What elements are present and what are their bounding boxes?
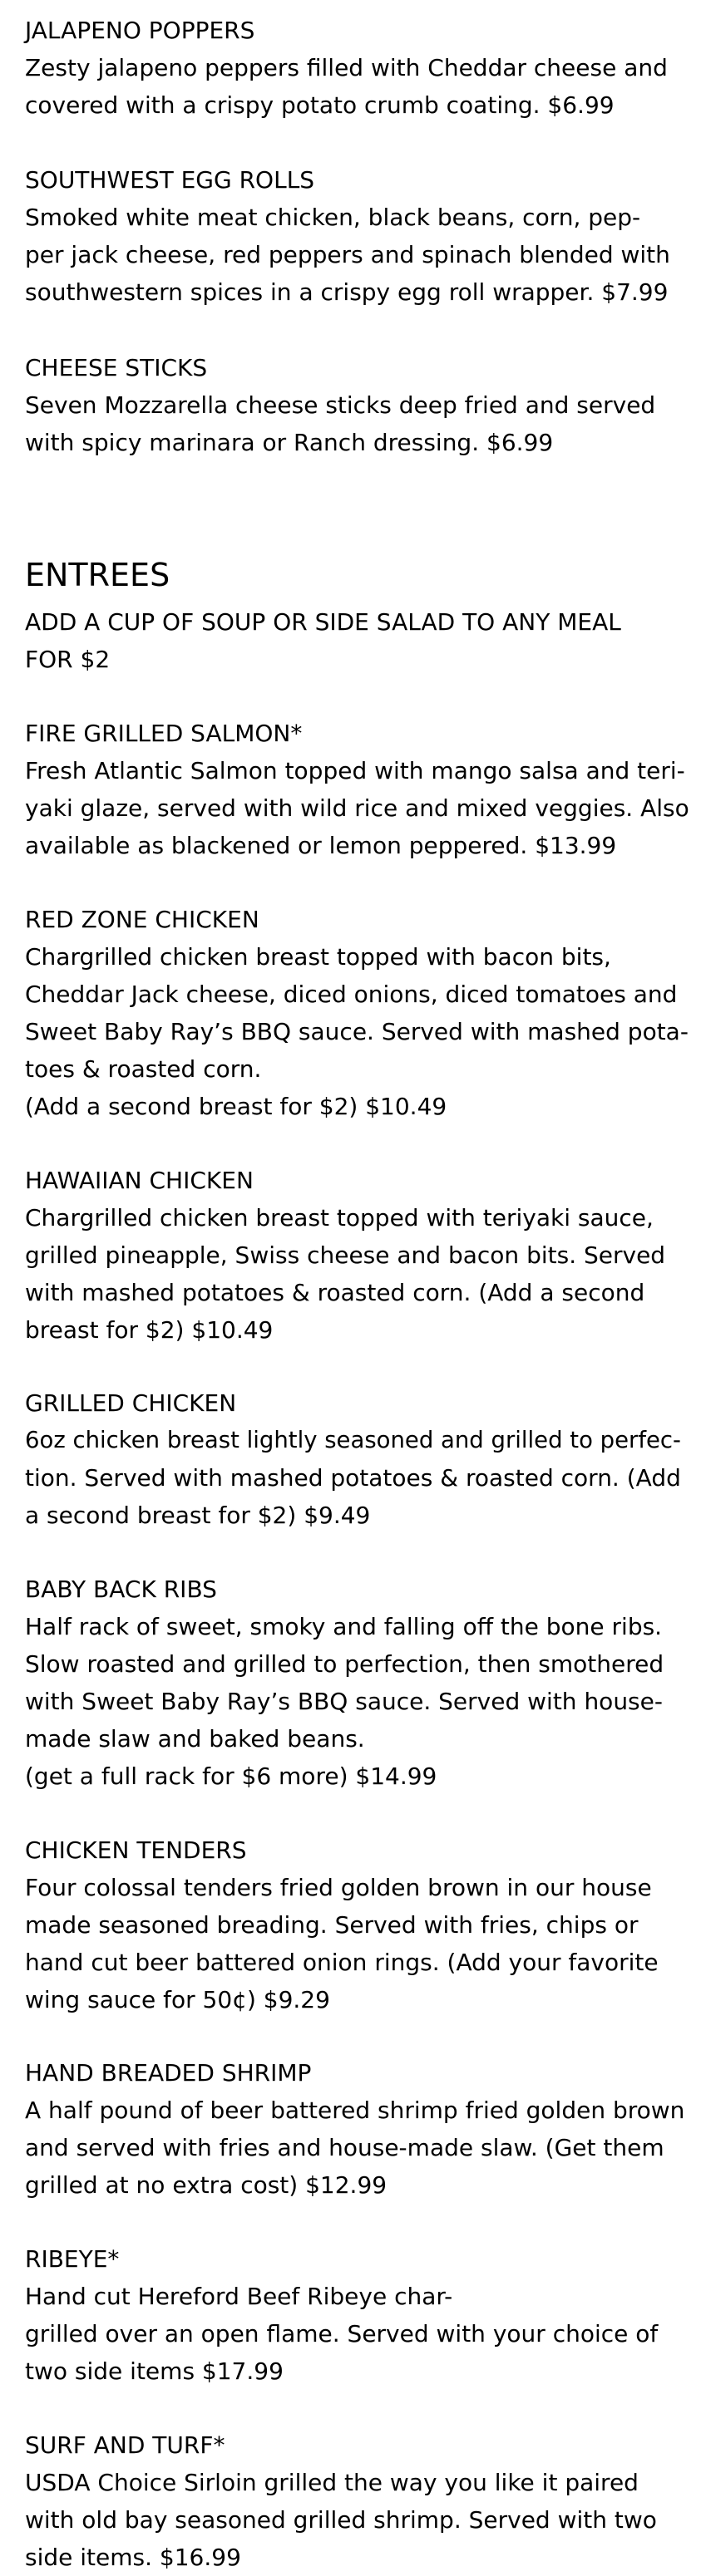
item-description-line: Sweet Baby Ray’s BBQ sauce. Served with mashed pota- bbox=[25, 1018, 689, 1045]
item-name: JALAPENO POPPERS bbox=[25, 17, 255, 44]
section-subtitle-line: ADD A CUP OF SOUP OR SIDE SALAD TO ANY MEAL bbox=[25, 608, 621, 636]
item-description-line: side items. $16.99 bbox=[25, 2544, 241, 2571]
item-description-line: A half pound of beer battered shrimp fried golden brown bbox=[25, 2097, 685, 2124]
item-description-line: grilled at no extra cost) $12.99 bbox=[25, 2171, 388, 2199]
menu-item-hawaiian-chicken bbox=[25, 1162, 682, 1349]
item-description-line: yaki glaze, served with wild rice and mixed veggies. Also bbox=[25, 794, 689, 822]
item-description-line: southwestern spices in a crispy egg roll wrapper. $7.99 bbox=[25, 278, 669, 306]
section-subtitle-line: FOR $2 bbox=[25, 646, 111, 673]
section-title-entrees: ENTREES bbox=[25, 557, 170, 593]
item-description-line: per jack cheese, red peppers and spinach blended with bbox=[25, 241, 670, 268]
item-description-line: a second breast for $2) $9.49 bbox=[25, 1502, 371, 1529]
item-description-line: tion. Served with mashed potatoes & roasted corn. (Add bbox=[25, 1464, 681, 1492]
item-description-line: (Add a second breast for $2) $10.49 bbox=[25, 1093, 447, 1120]
item-name: CHEESE STICKS bbox=[25, 354, 208, 381]
item-description-line: toes & roasted corn. bbox=[25, 1055, 262, 1083]
menu-item-ribeye bbox=[25, 2240, 682, 2390]
item-description-line: grilled pineapple, Swiss cheese and bacon bits. Served bbox=[25, 1241, 666, 1269]
item-description-line: Half rack of sweet, smoky and falling off the bone ribs. bbox=[25, 1613, 663, 1640]
item-name: HAND BREADED SHRIMP bbox=[25, 2059, 312, 2087]
menu-item-jalapeno-poppers bbox=[25, 12, 682, 124]
item-description-line: and served with fries and house-made slaw. (Get them bbox=[25, 2134, 664, 2161]
item-description-line: Fresh Atlantic Salmon topped with mango salsa and teri- bbox=[25, 757, 685, 784]
item-name: RED ZONE CHICKEN bbox=[25, 906, 259, 933]
item-description-line: 6oz chicken breast lightly seasoned and grilled to perfec- bbox=[25, 1427, 681, 1453]
item-name: SOUTHWEST EGG ROLLS bbox=[25, 166, 315, 194]
item-name: CHICKEN TENDERS bbox=[25, 1836, 247, 1864]
item-description-line: made slaw and baked beans. bbox=[25, 1725, 365, 1753]
item-name: SURF AND TURF* bbox=[25, 2431, 225, 2459]
item-description-line: with old bay seasoned grilled shrimp. Served with two bbox=[25, 2506, 657, 2534]
item-description-line: with spicy marinara or Ranch dressing. $6.99 bbox=[25, 429, 554, 456]
item-name: BABY BACK RIBS bbox=[25, 1576, 217, 1603]
menu-item-baby-back-ribs bbox=[25, 1571, 682, 1795]
item-description-line: Slow roasted and grilled to perfection, then smothered bbox=[25, 1650, 664, 1678]
menu-item-cheese-sticks bbox=[25, 349, 682, 461]
item-name: HAWAIIAN CHICKEN bbox=[25, 1167, 254, 1194]
item-description-line: USDA Choice Sirloin grilled the way you like it paired bbox=[25, 2469, 639, 2496]
menu-item-hand-breaded-shrimp bbox=[25, 2054, 685, 2204]
item-description-line: Zesty jalapeno peppers filled with Cheddar cheese and bbox=[25, 54, 668, 81]
item-description-line: Chargrilled chicken breast topped with bacon bits, bbox=[25, 943, 611, 971]
section-subtitle bbox=[25, 603, 621, 678]
item-name: RIBEYE* bbox=[25, 2245, 120, 2273]
item-description-line: (get a full rack for $6 more) $14.99 bbox=[25, 1762, 437, 1790]
item-description-line: available as blackened or lemon peppered. $13.99 bbox=[25, 832, 617, 859]
item-description-line: wing sauce for 50¢) $9.29 bbox=[25, 1986, 330, 2013]
item-description-line: two side items $17.99 bbox=[25, 2357, 284, 2385]
item-description-line: covered with a crispy potato crumb coating. $6.99 bbox=[25, 91, 615, 119]
menu-item-surf-and-turf bbox=[25, 2426, 682, 2576]
menu-item-fire-grilled-salmon bbox=[25, 715, 689, 864]
item-name: GRILLED CHICKEN bbox=[25, 1389, 237, 1417]
item-description-line: breast for $2) $10.49 bbox=[25, 1316, 274, 1344]
item-description-line: with mashed potatoes & roasted corn. (Add a second bbox=[25, 1279, 645, 1306]
item-description-line: hand cut beer battered onion rings. (Add your favorite bbox=[25, 1949, 659, 1976]
item-description-line: made seasoned breading. Served with fries, chips or bbox=[25, 1911, 639, 1939]
item-description-line: with Sweet Baby Ray’s BBQ sauce. Served with house- bbox=[25, 1688, 663, 1715]
menu-item-red-zone-chicken bbox=[25, 901, 689, 1125]
item-name: FIRE GRILLED SALMON* bbox=[25, 720, 303, 747]
item-description-line: grilled over an open flame. Served with your choice of bbox=[25, 2320, 659, 2347]
item-description-line: Four colossal tenders fried golden brown in our house bbox=[25, 1874, 652, 1901]
item-description-line: Cheddar Jack cheese, diced onions, diced tomatoes and bbox=[25, 981, 678, 1008]
item-description-line: Seven Mozzarella cheese sticks deep fried and served bbox=[25, 391, 656, 419]
menu-item-southwest-egg-rolls bbox=[25, 161, 682, 311]
item-description-line: Chargrilled chicken breast topped with teriyaki sauce, bbox=[25, 1204, 654, 1231]
menu-item-grilled-chicken bbox=[25, 1384, 682, 1534]
item-description-line: Smoked white meat chicken, black beans, corn, pep- bbox=[25, 204, 641, 231]
item-description-line: Hand cut Hereford Beef Ribeye char- bbox=[25, 2283, 453, 2310]
menu-item-chicken-tenders bbox=[25, 1831, 682, 2018]
